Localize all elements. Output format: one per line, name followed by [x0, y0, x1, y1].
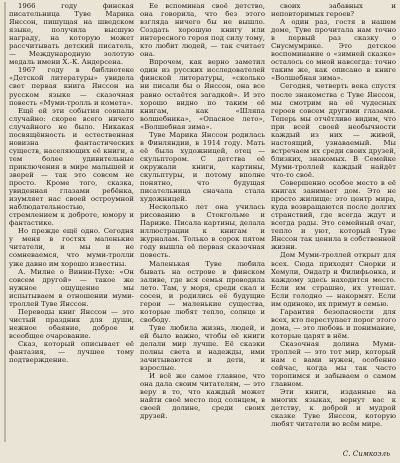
paragraph: Дом Муми-троллей открыт для всех. Сюда приходят Снорки и Хемули, Ондатр и Филифьонка, и каждому здесь находится место. Если им страшно, их утешат. Если голодно — накормят. Если им одиноко, их примут в семью.: [271, 251, 396, 308]
paragraph: И всё же самое главное, что она дала своим читателям, — это веру в то, что каждый может найти своё место под солнцем, в своей долине, среди своих друзей.: [140, 372, 265, 421]
paragraph: Ещё ей эти события совпали случайно: скорее всего ничего случайного не было. Никакая посвящённость и естественная новизна фантастических существ, населяющих её книги, а тем более удивительные приключения в мире малышей и зверей — так это совсем не просто. Кроме того, сказка, увиденная глазами ребёнка, изумляет нас своей остроумной наблюдательностью, стремлением к доброте, юмору и фантастике.: [9, 106, 134, 228]
article-columns: [4, 2, 396, 442]
paragraph: Но прежде ещё одно. Сегодня у меня в гостях маленькие читатели, и мы и не сомневаемся, что муми-тролли уже давно им хорошо известны.: [9, 227, 134, 268]
paragraph: Туве Марика Янссон родилась в Финляндии, в 1914 году. Мать её была художницей, отец — скульптором. С детства её окружали книги, картины, скульптуры, и потому вполне понятно, что будущая писательница сначала стала художницей.: [140, 130, 265, 204]
paragraph: Переводы книг Янссон — это чистый праздник для души, нежное обаяние, доброе и всеобщее очарование.: [9, 307, 134, 340]
article-column-2: [140, 2, 265, 442]
paragraph: Ее вспоминая своё детство, она говорила, что без этого взгляда ничего бы не вышло. Создать хорошую книгу или интересного героя под силу тому, кто любит людей, — так считает она.: [140, 2, 265, 59]
paragraph: Туве любила жизнь, людей, и ей было важно, чтобы её книги делали мир лучше. Её сказки полны света и надежды, ими зачитываются и дети, и взрослые.: [140, 323, 265, 373]
paragraph: Сказочная долина Муми-троллей — это тот мир, который нам с вами нужен, особенно сейчас, когда мы так часто торопимся и забываем о самом главном.: [271, 339, 396, 389]
article-column-1: [4, 2, 134, 442]
paragraph: А один раз, гостя в нашем доме, Туве прочитала нам точно в первый раз сказку о Снусмумрике. Это детское воспоминание о «зимней сказке» осталось со мной навсегда: точно таким же, как описано в книге «Волшебная зима».: [271, 18, 396, 83]
paragraph: Эти книги, изданные на многих языках, вернут вас к детству, к доброй и мудрой сказке Туве Янссон, которую любят читатели во всём мире.: [271, 388, 396, 429]
paragraph: 1966 году финская писательница Туве Марика Янссон, пишущая на шведском языке, получила высшую награду, на которую может рассчитывать детский писатель, — Международную золотую медаль имени Х.-К. Андерсена.: [9, 2, 134, 67]
author-signature: С. Симкоэль: [342, 449, 390, 458]
paragraph: Несколько лет она училась рисованию в Стокгольме и Париже. Писала картины, делала иллюстрации к книгам и журналам. Только в сорок пятом году вышла её первая сказочная повесть.: [140, 203, 265, 260]
paragraph: Маленькая Туве любила бывать на острове в финском заливе, где вся семья проводила лето. Там, у моря, среди скал и сосен, и родились её будущие герои — маленькие существа, которые любят тепло, солнце и свободу.: [140, 259, 265, 324]
paragraph: Впрочем, как верно заметил один из русских исследователей финской литературы, «сколько ни писали бы о Янссон, она все равно остаётся загадкой». И это хорошо видно по таким её книгам, как «Шляпа волшебника», «Опасное лето», «Волшебная зима».: [140, 58, 265, 131]
paragraph: Сказ, который описывает её фантазия, — лучшее тому подтверждение.: [9, 339, 134, 365]
article-column-3: [271, 2, 396, 442]
paragraph: Сегодня, четверть века спустя после знакомства с Туве Янссон, мы смотрим на её чудесных героев совсем другими глазами. Теперь мы отчётливо видим, что при всей своей необычности каждый из них — живой, настоящий, узнаваемый. Мы встречаем их среди своих друзей, близких, знакомых. В Семейке Муми-троллей каждый найдёт что-то своё.: [271, 82, 396, 179]
paragraph: Совершенно особое место в её книгах занимает дом. Это не просто жилище: это центр мира, куда возвращаются после долгих странствий, где всегда ждут и всегда рады. Это семейный очаг, тепло и уют, который Туве Янссон так ценила в собственной жизни.: [271, 179, 396, 252]
paragraph: своих забавных и неповторимых героев?: [271, 2, 396, 19]
paragraph: Гарантия безопасности для всех, кто переступает порог этого дома, — это любовь и понимание, которые царят в нём.: [271, 307, 396, 340]
paragraph: 1967 году в библиотеке «Детской литературы» увидела свет первая книга Янссон на русском языке — сказочная повесть «Муми-тролль и комета».: [9, 66, 134, 107]
paragraph: А. Милне о Винни-Пухе: «Он совсем другой» — такое же нужное ощущение мы испытываем в отношении муми-троллей Туве Янссон.: [9, 267, 134, 308]
